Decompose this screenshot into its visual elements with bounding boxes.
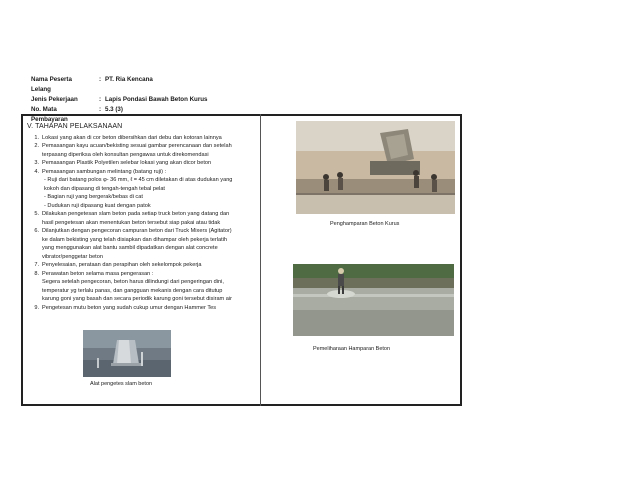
step-line [27, 304, 259, 313]
step-text: karung goni yang basah dan secara periodik karung goni tersebut disiram air [42, 296, 232, 302]
step-text: Perawatan beton selama masa pengerasan : [42, 270, 154, 277]
step-line [27, 185, 259, 194]
step-text: Pemasangan Plastik Polyetilen selebar lokasi yang akan dicor beton [42, 160, 212, 166]
sep: : [98, 96, 101, 103]
section-title: V. TAHAPAN PELAKSANAAN [27, 123, 123, 130]
step-number: 9. [34, 304, 39, 311]
step-text: Dilakukan pengetesan slam beton pada setiap truck beton yang datang dan [42, 211, 230, 217]
step-line [27, 159, 259, 168]
step-line [27, 261, 259, 270]
step-text: yang menggunakan alat bantu sambil dipadatkan dengan alat concrete [42, 245, 218, 251]
step-line [27, 244, 259, 253]
step-text: hasil pengetesan akan menentukan beton tersebut siap pakai atau tidak [42, 219, 221, 226]
header-row-jenis [31, 95, 207, 105]
step-number: 1. [34, 134, 39, 141]
value-peserta: PT. Ria Kencana [105, 76, 153, 83]
step-line [27, 168, 259, 177]
step-line [27, 193, 259, 202]
step-text: temperatur yg terlalu panas, dan gangguan mekanis dengan cara ditutup [42, 287, 223, 294]
column-divider [260, 114, 261, 406]
step-number: 3. [34, 160, 39, 166]
step-line [27, 295, 259, 304]
step-line [27, 142, 259, 151]
step-number: 8. [34, 270, 39, 277]
sep: : [98, 76, 101, 83]
paving-photo [296, 121, 455, 214]
step-number: 6. [34, 228, 39, 234]
step-line [27, 176, 259, 185]
step-text: Pengetesan mutu beton yang sudah cukup umur dengan Hammer Tes [42, 304, 217, 311]
step-text: - Dudukan ruji dipasang kuat dengan patok [44, 202, 151, 209]
step-number: 4. [34, 168, 39, 175]
curing-photo [293, 264, 454, 336]
step-text: vibrator/penggetar beton [42, 253, 103, 260]
step-number: 7. [34, 262, 39, 268]
caption-slump: Alat pengetes slam beton [90, 381, 153, 387]
step-text: - Ruji dari batang polos φ- 36 mm, ℓ = 45 cm diletakan di atas dudukan yang [44, 177, 233, 183]
step-line [27, 278, 259, 287]
step-text: - Bagian ruji yang bergerak/bebas di cat [44, 194, 143, 200]
step-number: 2. [34, 143, 39, 149]
label-mata: No. Mata Pembayaran [31, 106, 68, 123]
step-line [27, 219, 259, 228]
step-text: Penyelesaian, perataan dan perapihan oleh sekelompok pekerja [42, 262, 202, 268]
slump-test-photo [83, 330, 171, 377]
step-line [27, 151, 259, 160]
step-text: Segera setelah pengecoran, beton harus dilindungi dari pengeringan dini, [42, 279, 224, 285]
caption-curing: Pemeliharaan Hamparan Beton [313, 346, 391, 352]
step-number: 5. [34, 211, 39, 217]
caption-paving: Penghamparan Beton Kurus [330, 221, 400, 227]
step-text: kokoh dan dipasang di tengah-tengah tebal pelat [44, 185, 165, 192]
value-jenis: Lapis Pondasi Bawah Beton Kurus [105, 96, 208, 103]
step-line [27, 227, 259, 236]
step-text: ke dalam bekisting yang telah disiapkan dan dihampar oleh pekerja terlatih [42, 236, 228, 243]
label-jenis: Jenis Pekerjaan [31, 96, 78, 103]
step-line [27, 287, 259, 296]
step-text: Lokasi yang akan di cor beton dibersihkan dari debu dan kotoran lainnya [42, 134, 222, 141]
sep: : [98, 106, 101, 113]
step-text: Dilanjutkan dengan pengecoran campuran beton dari Truck Mixers (Agitator) [42, 228, 232, 234]
step-line [27, 210, 259, 219]
procedure-section [27, 123, 259, 312]
curing-image [293, 264, 454, 336]
step-text: Pemasangan kayu acuan/bekisting sesuai gambar perencanaan dan setelah [42, 143, 232, 149]
step-text: Pemasangan sambungan melintang (batang ruji) : [42, 168, 167, 175]
value-mata: 5.3 (3) [105, 106, 123, 113]
step-line [27, 134, 259, 143]
step-line [27, 202, 259, 211]
step-line [27, 270, 259, 279]
header-row-peserta [31, 75, 207, 95]
paving-image [296, 121, 455, 214]
slump-test-image [83, 330, 171, 377]
label-peserta: Nama Peserta Lelang [31, 76, 72, 93]
step-text: terpasang diperiksa oleh konsultan pengawas untuk direkomendasi [42, 151, 209, 158]
step-line [27, 236, 259, 245]
steps-list [27, 134, 259, 313]
step-line [27, 253, 259, 262]
